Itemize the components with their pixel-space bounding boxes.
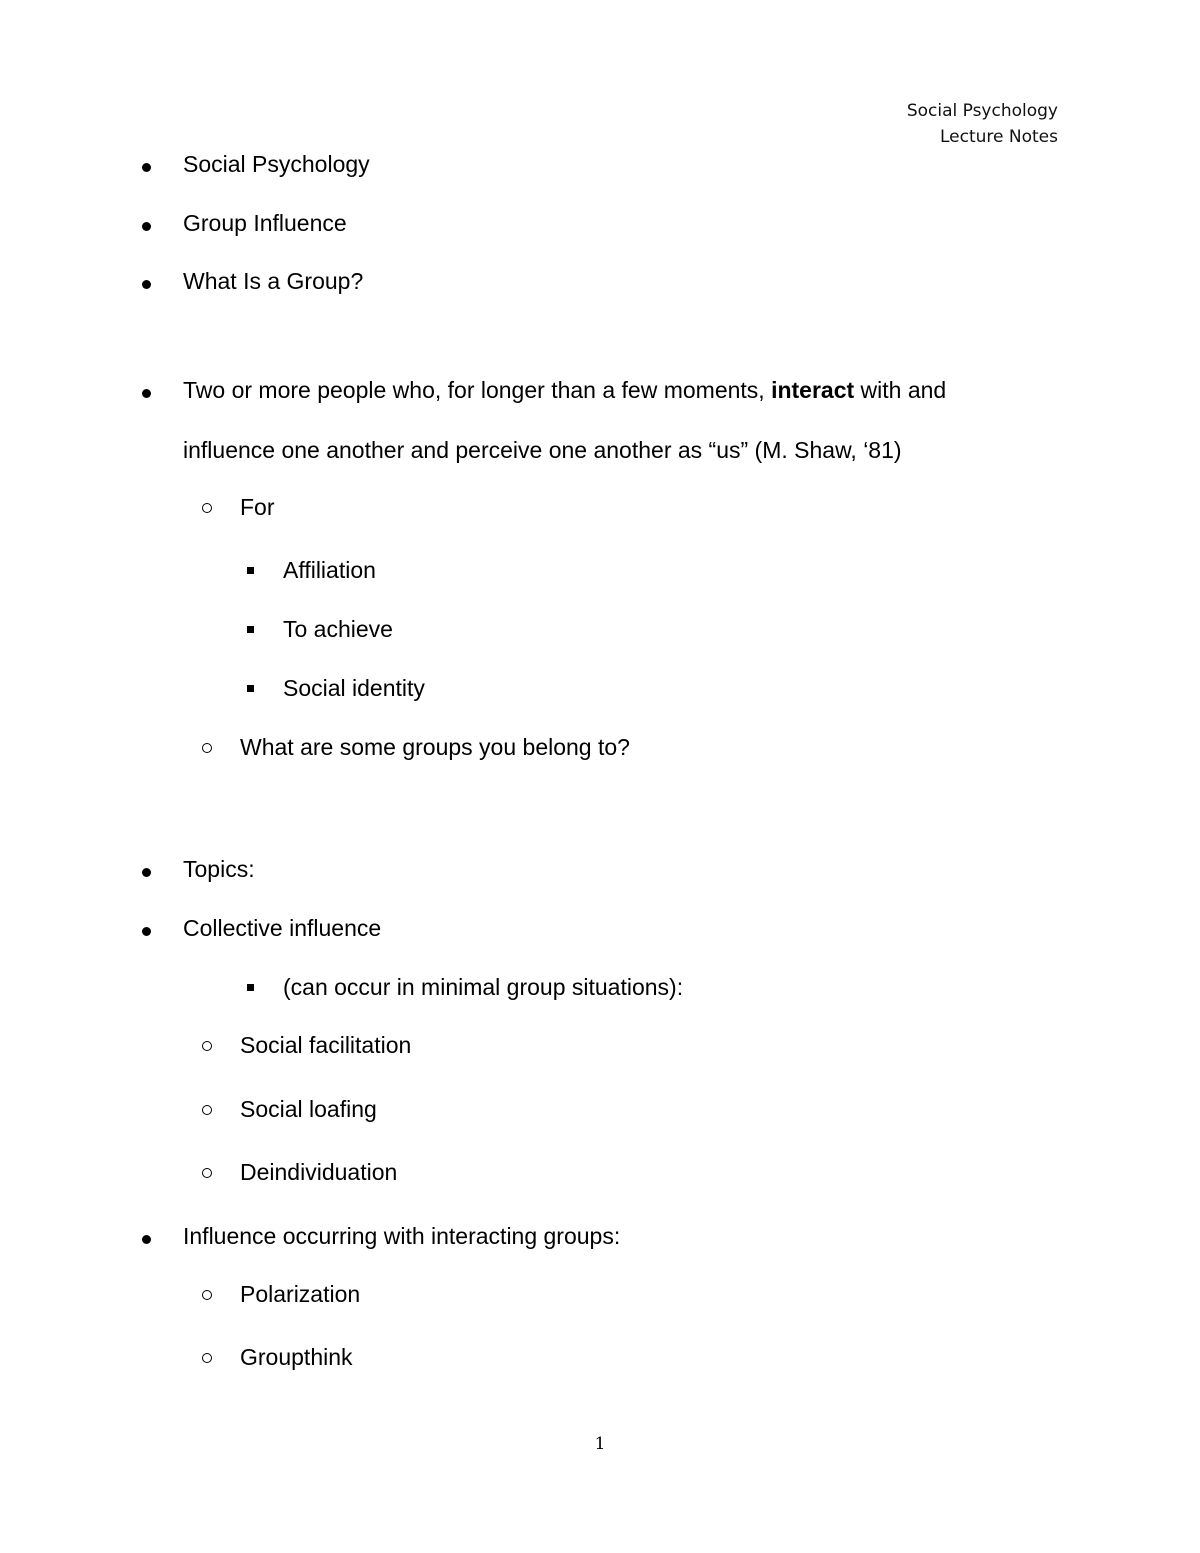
list-item-text: Group Influence: [183, 210, 347, 236]
list-item-text: Social facilitation: [240, 1032, 412, 1058]
bullet-icon: [142, 389, 151, 398]
list-item-text: Polarization: [240, 1281, 361, 1307]
bullet-icon: [142, 163, 151, 172]
bullet-icon: [142, 1235, 151, 1244]
page-header: [907, 98, 1058, 150]
list-item-text: Social identity: [283, 675, 425, 701]
bullet-icon: [142, 868, 151, 877]
list-item-text: Social loafing: [240, 1096, 377, 1122]
circle-bullet-icon: [202, 1041, 212, 1051]
circle-bullet-icon: [202, 743, 212, 753]
circle-bullet-icon: [202, 1353, 212, 1363]
square-bullet-icon: [247, 685, 254, 692]
list-item-text: Influence occurring with interacting groups:: [183, 1223, 621, 1249]
definition-text: Two or more people who, for longer than a few moments,: [183, 377, 772, 403]
circle-bullet-icon: [202, 1168, 212, 1178]
definition-text-end: with and: [854, 377, 947, 403]
list-item-text: Social Psychology: [183, 151, 370, 177]
list-item-text: For: [240, 494, 275, 520]
list-item-text: What Is a Group?: [183, 268, 364, 294]
circle-bullet-icon: [202, 1290, 212, 1300]
page-number: 1: [594, 1434, 606, 1454]
list-item-text: (can occur in minimal group situations):: [283, 974, 684, 1000]
list-item-text: Deindividuation: [240, 1159, 398, 1185]
bullet-icon: [142, 280, 151, 289]
list-item-text: Topics:: [183, 856, 255, 882]
definition-bold-term: interact: [771, 377, 855, 403]
circle-bullet-icon: [202, 503, 212, 513]
list-item-text: To achieve: [283, 616, 393, 642]
definition-continuation: influence one another and perceive one another as “us” (M. Shaw, ‘81): [183, 437, 902, 463]
list-item-text: [183, 377, 946, 404]
circle-bullet-icon: [202, 1105, 212, 1115]
bullet-icon: [142, 222, 151, 231]
header-subtitle: Lecture Notes: [940, 127, 1058, 147]
header-course-title: Social Psychology: [906, 101, 1058, 121]
square-bullet-icon: [247, 567, 254, 574]
square-bullet-icon: [247, 984, 254, 991]
list-item-text: Affiliation: [283, 557, 376, 583]
list-item-text: Collective influence: [183, 915, 382, 941]
square-bullet-icon: [247, 626, 254, 633]
list-item-text: What are some groups you belong to?: [240, 734, 630, 760]
list-item-text: Groupthink: [240, 1344, 353, 1370]
bullet-icon: [142, 927, 151, 936]
